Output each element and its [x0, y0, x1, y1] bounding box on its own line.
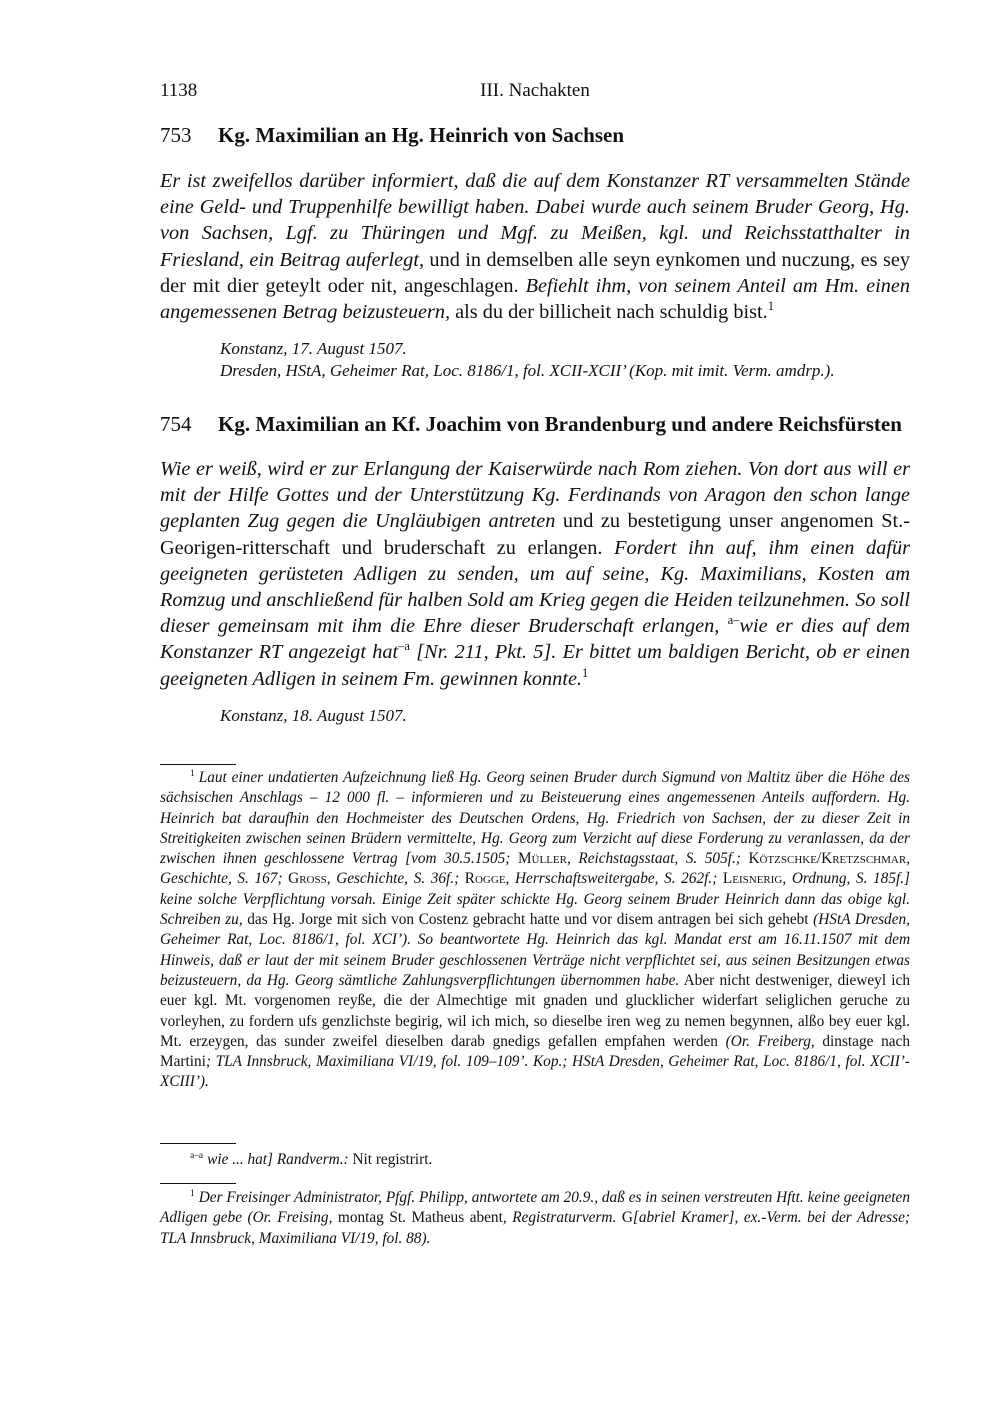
doc-753-number: 753	[160, 123, 192, 147]
doc-753-title: Kg. Maximilian an Hg. Heinrich von Sachsen	[218, 123, 625, 147]
doc-753-source: Dresden, HStA, Geheimer Rat, Loc. 8186/1, fol. XCII-XCII’ (Kop. mit imit. Verm. amdrp.).	[220, 361, 835, 380]
footnote-rule-1	[160, 764, 236, 765]
footnote-753: $^1$ Laut einer undatierten Aufzeichnung ließ Hg. Georg seinen Bruder durch Sigmund von Maltitz über die Höhe des sächsischen Anschlags – 12 000 fl. – informieren und zu Beisteuerung eines angemessenen Anteils auffordern. Hg. Heinrich bat daraufhin den Hochmeister des Deutschen Ordens, Hg. Friedrich von Sachsen, der zu dieser Zeit in Streitigkeiten zwischen seinen Brüdern vermittelte, Hg. Georg zum Verzicht auf diese Forderung zu veranlassen, da der zwischen ihnen geschlossene Vertrag [vom 30.5.1505; Müller, Reichstagsstaat, S. 505f.; Kötzschke/Kretzschmar, Geschichte, S. 167; Gross, Geschichte, S. 36f.; Rogge, Herrschaftsweitergabe, S. 262f.; Leisnerig, Ordnung, S. 185f.] keine solche Verpflichtung vorsah. Einige Zeit später schickte Hg. Georg seinem Bruder Heinrich dann das obige kgl. Schreiben zu, das Hg. Jorge mit sich von Costenz gebracht hatte und vor disem antragen bei sich gehebt (HStA Dresden, Geheimer Rat, Loc. 8186/1, fol. XCI’). So beantwortete Hg. Heinrich das kgl. Mandat erst am 16.11.1507 mit dem Hinweis, daß er laut der mit seinem Bruder geschlossenen Verträge nicht verpflichtet sei, aus seinen Besitzungen etwas beizusteuern, da Hg. Georg sämtliche Zahlungsverpflichtungen übernommen habe. Aber nicht destweniger, dieweyl ich euer kgl. Mt. vorgenomen reyße, die der Almechtige mit gnaden und glucklicher widerfart seliglichen geruche zu vorleyhen, zu fordern ufs genzlichste begirig, wil ich mich, so dieselbe iren weg zu nemen begynnen, alßo bey euer kgl. Mt. erzeygen, das sunder zweifel dieselben darab gnedigs gefallen empfahen werden (Or. Freiberg, dinstage nach Martini; TLA Innsbruck, Maximiliana VI/19, fol. 109–109’. Kop.; HStA Dresden, Geheimer Rat, Loc. 8186/1, fol. XCII’-XCIII’).	[160, 768, 911, 1091]
doc-754-title: Kg. Maximilian an Kf. Joachim von Brandenburg und andere Reichsfürsten	[218, 412, 902, 436]
footnote-754: $^1$ Der Freisinger Administrator, Pfgf. Philipp, antwortete am 20.9., daß es in seinen verstreuten Hftt. keine geeigneten Adligen gebe (Or. Freising, montag St. Matheus abent, Registraturverm. G[abriel Kramer], ex.-Verm. bei der Adresse; TLA Innsbruck, Maximiliana VI/19, fol. 88).	[160, 1188, 910, 1247]
page-number: 1138	[160, 80, 198, 101]
marker-a-open: a–	[727, 613, 740, 628]
doc-753-date: Konstanz, 17. August 1507.	[220, 339, 407, 358]
doc-754-heading	[160, 412, 910, 437]
footnote-ref-753: 1	[767, 299, 775, 314]
footnote-rule-3	[160, 1183, 236, 1184]
footnote-rule-2	[160, 1143, 236, 1144]
doc-754-date: Konstanz, 18. August 1507.	[220, 706, 407, 725]
doc-753-heading	[160, 123, 910, 148]
marker-a-close: –a	[398, 639, 410, 654]
doc-754-body: Wie er weiß, wird er zur Erlangung der Kaiserwürde nach Rom ziehen. Von dort aus will er mit der Hilfe Gottes und der Unterstützung Kg. Ferdinands von Aragon den schon lange geplanten Zug gegen die Ungläubigen antreten und zu bestetigung unser angenomen St.-Georigen-ritterschaft und bruderschaft zu erlangen. Fordert ihn auf, ihm einen dafür geeigneten gerüsteten Adligen zu senden, um auf seine, Kg. Maximilians, Kosten am Romzug und anschließend für halben Sold am Krieg gegen die Heiden teilzunehmen. So soll dieser gemeinsam mit ihm die Ehre dieser Bruderschaft erlangen, $^{a-}$wie er dies auf dem Konstanzer RT angezeigt hat$^{-a}$ [Nr. 211, Pkt. 5]. Er bittet um baldigen Bericht, ob er einen geeigneten Adligen in seinem Fm. gewinnen konnte.$^1$	[160, 458, 911, 690]
running-head: III. Nachakten	[480, 80, 590, 101]
page-header	[160, 80, 910, 108]
doc-753-body: Er ist zweifellos darüber informiert, daß die auf dem Konstanzer RT versammelten Stände eine Geld- und Truppenhilfe bewilligt haben. Dabei wurde auch seinem Bruder Georg, Hg. von Sachsen, Lgf. zu Thüringen und Mgf. zu Meißen, kgl. und Reichsstatthalter in Friesland, ein Beitrag auferlegt, und in demselben alle seyn eynkomen und nuczung, es sey der mit dier geteylt oder nit, angeschlagen. Befiehlt ihm, von seinem Anteil am Hm. einen angemessenen Betrag beizusteuern, als du der billicheit nach schuldig bist.$^1$	[160, 170, 910, 324]
footnote-ref-754: 1	[582, 665, 589, 680]
footnote-a: $^{a-a}$ wie ... hat] Randverm.: Nit registrirt.	[190, 1150, 433, 1168]
doc-754-number: 754	[160, 412, 192, 436]
